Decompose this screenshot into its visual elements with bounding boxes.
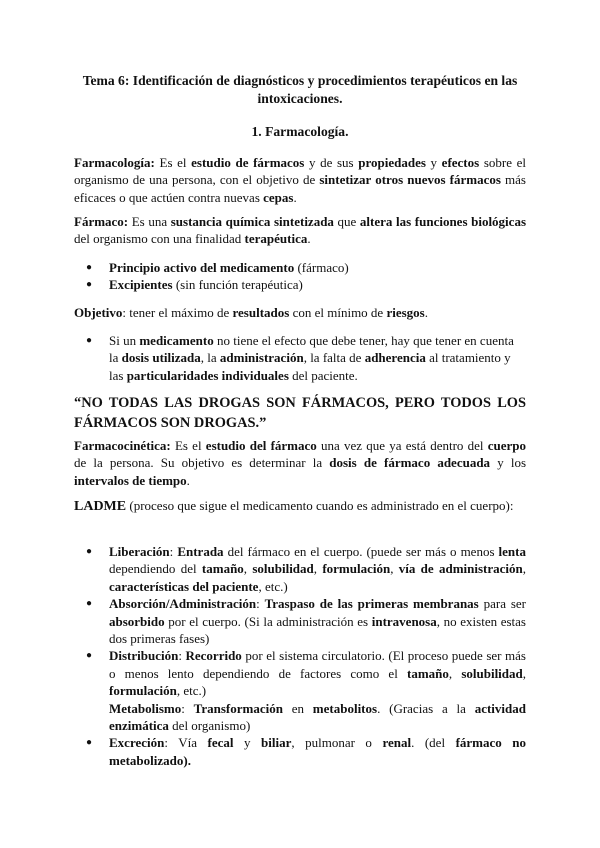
text: más eficaces o que actúen contra nuevas (74, 172, 526, 205)
bold-text: Principio activo del medicamento (109, 260, 295, 275)
quote: “NO TODAS LAS DROGAS SON FÁRMACOS, PERO TODOS LOS FÁRMACOS SON DROGAS.” (74, 395, 526, 431)
bold-text: Entrada (177, 544, 224, 559)
section-number: 1. (251, 124, 262, 139)
text: , pulmonar o (291, 735, 383, 751)
text: del paciente. (288, 367, 358, 383)
text: : (256, 596, 265, 612)
bold-text: solubilidad (461, 665, 523, 681)
bold-text: cuerpo (487, 438, 527, 453)
list-item-excrecion (74, 734, 526, 769)
bold-text: dosis de fármaco adecuada (329, 455, 491, 471)
bold-text: estudio del fármaco (205, 438, 317, 453)
bold-text: biliar (261, 735, 292, 751)
bold-text: sustancia química sintetizada (170, 214, 334, 229)
text: . (del (411, 735, 456, 751)
text: Es el (154, 155, 192, 170)
text: en (282, 700, 313, 716)
text: y (425, 155, 442, 170)
bold-text: características del paciente (109, 578, 259, 594)
list-item-medicamento (74, 332, 526, 384)
paragraph-ladme (74, 497, 526, 515)
bold-text: tamaño (407, 665, 449, 681)
bold-text: Traspaso de las primeras membranas (264, 596, 479, 612)
bold-text: adherencia (364, 350, 426, 366)
bold-text: Absorción/Administración (109, 596, 257, 612)
bold-text: actividad enzimática (109, 700, 526, 734)
paragraph-farmaco (74, 213, 526, 248)
text: , (313, 561, 323, 577)
bold-text: riesgos (386, 305, 425, 320)
ladme-list (74, 543, 526, 769)
text: dependiendo del (109, 561, 202, 577)
term-ladme: LADME (74, 499, 127, 514)
term-farmacocinetica: Farmacocinética: (74, 438, 171, 453)
bold-text: Excipientes (109, 277, 173, 293)
bold-text: resultados (232, 305, 290, 320)
bold-text: absorbido (109, 613, 165, 629)
document-title: Tema 6: Identificación de diagnósticos y procedimientos terapéuticos en las intoxicaciones. (82, 73, 518, 106)
text: sobre el organismo de una persona, con el objetivo de (74, 155, 526, 188)
text: de la persona. Su objetivo es determinar la (74, 455, 330, 471)
section-title: Farmacología. (265, 124, 349, 139)
list-item-distribucion (74, 647, 526, 734)
text: que (333, 214, 360, 229)
text: . (307, 231, 311, 247)
text: , (522, 665, 527, 681)
term-objetivo: Objetivo (74, 305, 123, 320)
term-farmacologia: Farmacología: (74, 155, 155, 170)
bold-text: fecal (207, 735, 234, 751)
text: , (390, 561, 399, 577)
list-item-liberacion (74, 543, 526, 595)
text: con el mínimo de (289, 305, 387, 320)
bold-text: terapéutica (244, 231, 308, 247)
text: (proceso que sigue el medicamento cuando es administrado en el cuerpo): (126, 498, 514, 513)
text: . (424, 305, 428, 320)
paragraph-farmacocinetica (74, 437, 526, 489)
text: al tratamiento y las (109, 350, 511, 383)
bold-text: Recorrido (185, 648, 242, 664)
text: : (181, 700, 194, 716)
text: por el cuerpo. (Si la administración es (164, 613, 372, 629)
bold-text: dosis utilizada (121, 350, 201, 366)
bold-text: propiedades (358, 155, 426, 170)
text: Es una (128, 214, 171, 229)
bold-text: intervalos de tiempo (74, 472, 187, 488)
text: y (233, 735, 262, 751)
text: : tener el máximo de (122, 305, 233, 320)
bold-text: administración (219, 350, 304, 366)
bold-text: particularidades individuales (126, 367, 289, 383)
term-farmaco: Fármaco: (74, 214, 129, 229)
text: por el sistema circulatorio. (El proceso puede ser más o menos lento dependiendo de factores como el (109, 648, 526, 681)
text: y de sus (304, 155, 359, 170)
bold-text: Liberación (109, 544, 170, 559)
text: , (448, 665, 462, 681)
text: para ser (478, 596, 526, 612)
bold-text: intravenosa (371, 613, 437, 629)
bold-text: formulación (109, 683, 177, 699)
text: : (169, 544, 178, 559)
text: : Vía (164, 735, 208, 751)
bold-text: renal (382, 735, 412, 751)
paragraph-objetivo (74, 304, 526, 321)
text: Es el (170, 438, 206, 453)
bold-text: lenta (498, 544, 526, 559)
text: del organismo) (168, 718, 251, 734)
section-heading (60, 123, 540, 140)
objetivo-list (74, 332, 526, 384)
text: , la falta de (303, 350, 365, 366)
text: , etc.) (258, 578, 288, 594)
list-item-excipientes (74, 276, 526, 293)
text: y los (490, 455, 527, 471)
bold-text: estudio de fármacos (191, 155, 305, 170)
text: no tiene el efecto que debe tener, hay que tener en cuenta la (109, 333, 514, 366)
bold-text: vía de administración (398, 561, 523, 577)
text: del organismo con una finalidad (74, 231, 245, 247)
bold-text: solubilidad (252, 561, 314, 577)
text: (fármaco) (294, 260, 349, 275)
text: (sin función terapéutica) (172, 277, 303, 293)
list-item-absorcion (74, 595, 526, 647)
farmaco-components-list (74, 259, 526, 294)
text: , etc.) (176, 683, 207, 699)
bold-text: metabolitos (312, 700, 378, 716)
text: , no existen estas dos primeras fases) (109, 613, 526, 647)
text: Si un (109, 333, 140, 348)
bold-text: sintetizar otros nuevos fármacos (319, 172, 501, 188)
text: , la (200, 350, 220, 366)
bold-text: Distribución (109, 648, 179, 664)
paragraph-farmacologia (74, 154, 526, 206)
bold-text: fármaco no metabolizado). (109, 735, 526, 768)
list-item-principio-activo (74, 259, 526, 276)
text: una vez que ya está dentro del (316, 438, 488, 453)
text: : (178, 648, 186, 664)
bold-text: medicamento (139, 333, 214, 348)
bold-text: tamaño (201, 561, 244, 577)
bold-text: efectos (441, 155, 480, 170)
bold-text: Excreción (109, 735, 165, 751)
text: . (Gracias a la (377, 700, 475, 716)
text: del fármaco en el cuerpo. (puede ser más o menos (223, 544, 499, 559)
bold-text: cepas (263, 189, 294, 205)
text: , (243, 561, 253, 577)
bold-text: formulación (322, 561, 391, 577)
text: . (293, 189, 297, 205)
bold-text: altera las funciones biológicas (359, 214, 526, 229)
bold-text: Transformación (193, 700, 283, 716)
text: . (186, 472, 190, 488)
text: , (522, 561, 526, 577)
bold-text: Metabolismo (109, 700, 182, 716)
metabolismo-line (109, 700, 526, 735)
